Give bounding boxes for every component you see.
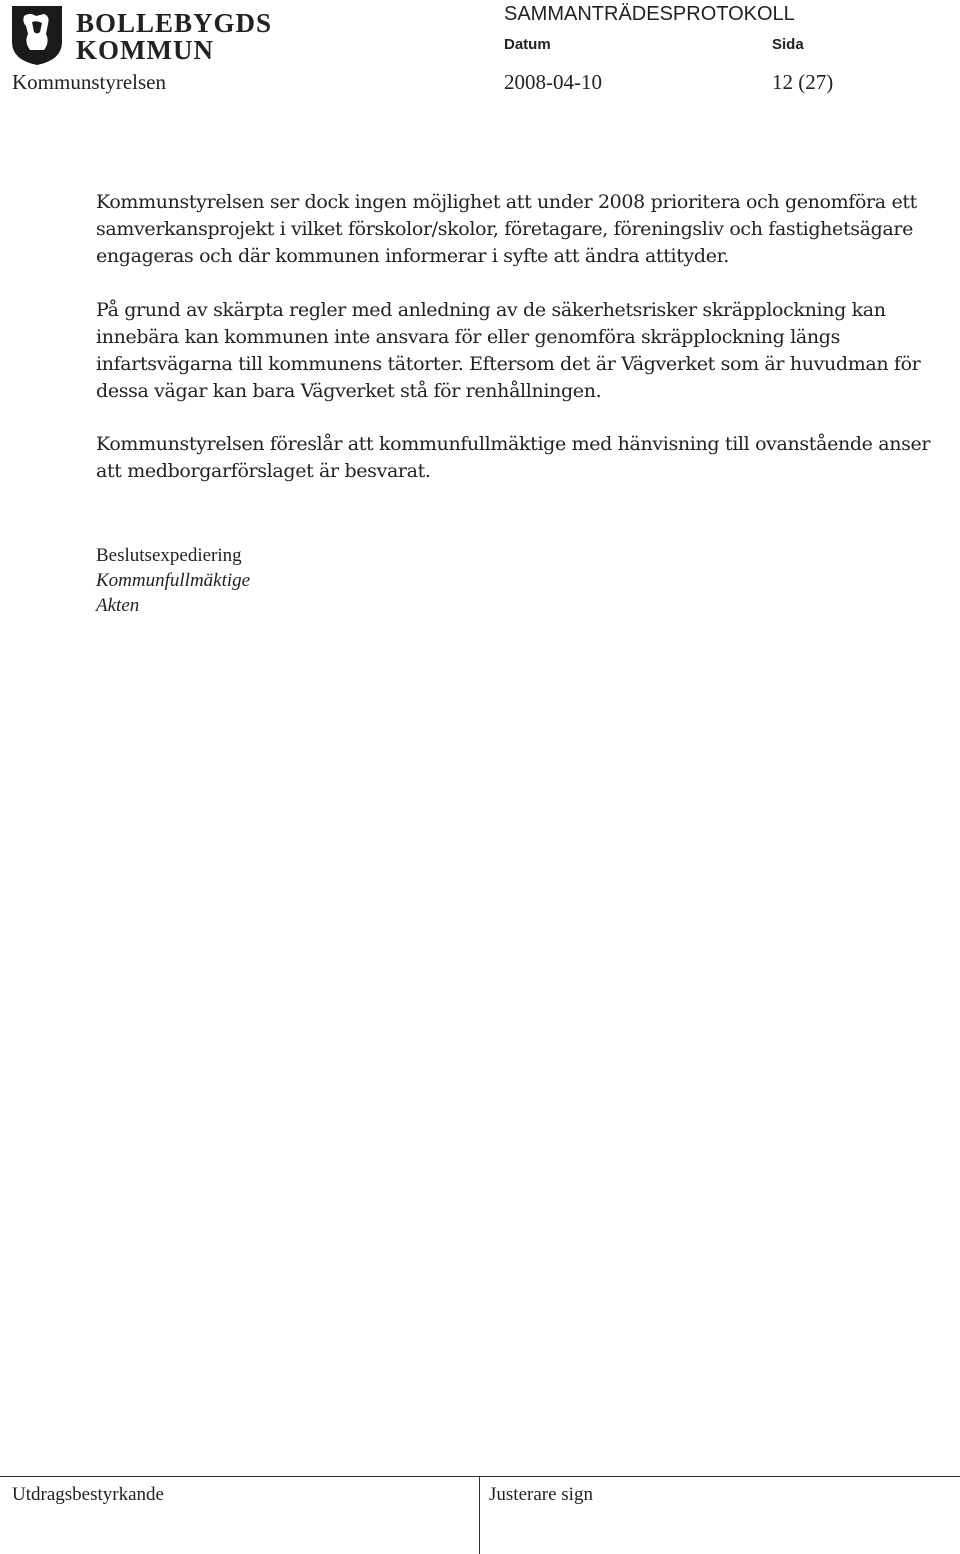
- municipal-crest-icon: [10, 4, 64, 66]
- certification-label: Utdragsbestyrkande: [12, 1484, 164, 1505]
- page-number: 12 (27): [772, 70, 834, 94]
- decision-dispatch: [96, 543, 250, 618]
- dispatch-heading: Beslutsexpediering: [96, 545, 242, 566]
- committee-name: Kommunstyrelsen: [12, 70, 166, 94]
- footer-column-divider: [479, 1476, 480, 1554]
- footer-divider-line: [0, 1476, 960, 1477]
- paragraph: Kommunstyrelsen föreslår att kommunfullmäktige med hänvisning till ovanstående anser att medborgarförslaget är besvarat.: [96, 433, 931, 482]
- date-label: Datum: [504, 36, 551, 53]
- page-label: Sida: [772, 36, 804, 53]
- meeting-date: 2008-04-10: [504, 70, 602, 94]
- paragraph: På grund av skärpta regler med anledning av de säkerhetsrisker skräpplockning kan innebära kan kommunen inte ansvara för eller genomföra skräpplockning längs infartsvägarna till kommunens tätorter. Eftersom det är Vägverket som är huvudman för dessa vägar kan bara Vägverket stå för renhållningen.: [96, 299, 921, 402]
- logo-text-line2: KOMMUN: [76, 35, 214, 65]
- dispatch-recipient: Kommunfullmäktige: [96, 570, 251, 591]
- adjuster-signature-label: Justerare sign: [489, 1484, 593, 1505]
- dispatch-recipient: Akten: [96, 595, 140, 616]
- document-type: SAMMANTRÄDESPROTOKOLL: [504, 3, 795, 25]
- logo-text-line1: BOLLEBYGDS: [76, 8, 273, 38]
- municipality-logo: [10, 4, 273, 66]
- paragraph: Kommunstyrelsen ser dock ingen möjlighet att under 2008 prioritera och genomföra ett samverkansprojekt i vilket förskolor/skolor, företagare, föreningsliv och fastighetsägare engageras och där kommunen informerar i syfte att ändra attityder.: [96, 191, 917, 267]
